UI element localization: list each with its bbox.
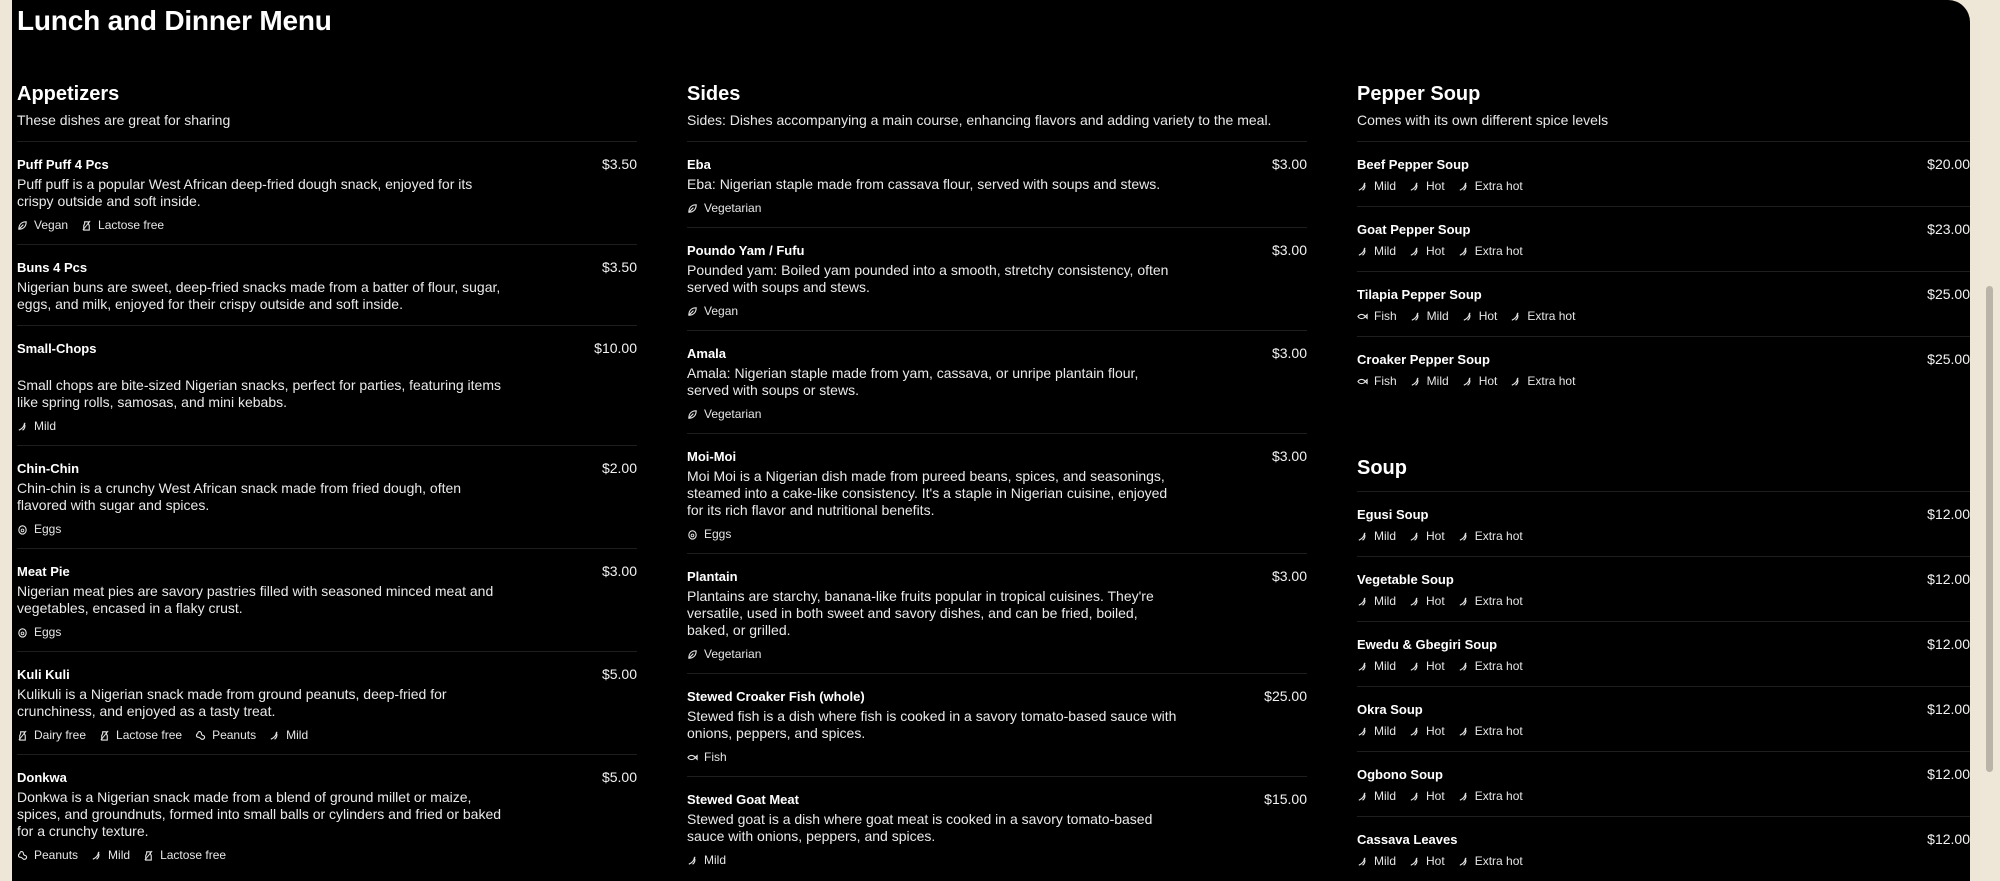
item-name: Stewed Goat Meat xyxy=(687,792,799,807)
pepper-icon xyxy=(1510,376,1521,387)
item-description: Donkwa is a Nigerian snack made from a blend of ground millet or maize, spices, and groundnuts, formed into small balls or cylinders and fried or baked for a crunchy texture. xyxy=(17,789,502,839)
item-description: Plantains are starchy, banana-like fruits popular in tropical cuisines. They're versatile, used in both sweet and savory dishes, and can be fried, boiled, baked, or grilled. xyxy=(687,588,1154,638)
milk-free-icon xyxy=(143,850,154,861)
milk-free-icon xyxy=(99,730,110,741)
tag-label: Extra hot xyxy=(1527,374,1576,388)
item-description: Pounded yam: Boiled yam pounded into a smooth, stretchy consistency, often served with soups and stews. xyxy=(687,262,1169,295)
item-price: $3.00 xyxy=(1271,345,1307,361)
section-pepper-soup xyxy=(1357,82,1970,129)
dietary-tag xyxy=(1458,854,1523,868)
dietary-tag xyxy=(1510,374,1575,388)
item-name: Eba xyxy=(687,157,711,172)
pepper-icon xyxy=(17,421,28,432)
item-name: Vegetable Soup xyxy=(1357,572,1454,587)
tag-label: Extra hot xyxy=(1474,594,1523,608)
tag-label: Hot xyxy=(1426,724,1445,738)
tag-label: Mild xyxy=(1374,244,1397,258)
item-price: $3.00 xyxy=(1271,242,1307,258)
dietary-tag xyxy=(1357,854,1396,868)
tag-label: Vegan xyxy=(704,304,739,318)
item-tags xyxy=(1357,309,1588,323)
menu-panel xyxy=(12,0,1970,881)
item-price: $25.00 xyxy=(1927,286,1970,302)
section-title: Soup xyxy=(1357,457,1407,479)
item-name: Ogbono Soup xyxy=(1357,767,1443,782)
pepper-icon xyxy=(1357,531,1368,542)
tag-label: Extra hot xyxy=(1474,724,1523,738)
tag-label: Mild xyxy=(1374,179,1397,193)
dietary-tag xyxy=(1458,179,1523,193)
menu-item[interactable] xyxy=(1357,336,1970,402)
item-tags xyxy=(1357,724,1536,738)
tag-label: Vegetarian xyxy=(704,407,762,421)
tag-label: Mild xyxy=(1374,789,1397,803)
tag-label: Hot xyxy=(1426,854,1445,868)
tag-label: Peanuts xyxy=(212,728,257,742)
dietary-tag xyxy=(1357,244,1396,258)
pepper-icon xyxy=(1458,856,1469,867)
pepper-icon xyxy=(1462,376,1473,387)
dietary-tag xyxy=(17,625,61,639)
dietary-tag xyxy=(687,527,731,541)
peanut-icon xyxy=(17,850,28,861)
item-name: Buns 4 Pcs xyxy=(17,260,88,275)
pepper-icon xyxy=(1458,596,1469,607)
dietary-tag xyxy=(1462,374,1498,388)
tag-label: Mild xyxy=(286,728,309,742)
dietary-tag xyxy=(1410,374,1449,388)
item-name: Egusi Soup xyxy=(1357,507,1429,522)
item-price: $5.00 xyxy=(601,769,637,785)
menu-item[interactable] xyxy=(17,141,637,245)
section-title: Sides xyxy=(687,83,741,105)
leaf-icon xyxy=(687,649,698,660)
item-name: Cassava Leaves xyxy=(1357,832,1458,847)
tag-label: Mild xyxy=(34,419,57,433)
pepper-icon xyxy=(1409,856,1420,867)
item-name: Tilapia Pepper Soup xyxy=(1357,287,1482,302)
item-name: Goat Pepper Soup xyxy=(1357,222,1471,237)
pepper-icon xyxy=(1409,596,1420,607)
dietary-tag xyxy=(1409,854,1445,868)
menu-item[interactable] xyxy=(1357,141,1970,207)
pepper-icon xyxy=(1409,726,1420,737)
pepper-icon xyxy=(1357,661,1368,672)
section-subtitle: These dishes are great for sharing xyxy=(17,112,231,128)
section-title: Appetizers xyxy=(17,83,120,105)
tag-label: Peanuts xyxy=(34,848,79,862)
item-price: $12.00 xyxy=(1927,766,1970,782)
item-description: Amala: Nigerian staple made from yam, cassava, or unripe plantain flour, served with soups or stews. xyxy=(687,365,1139,398)
dietary-tag xyxy=(687,750,727,764)
tag-label: Mild xyxy=(1426,374,1449,388)
tag-label: Hot xyxy=(1426,179,1445,193)
tag-label: Hot xyxy=(1426,659,1445,673)
tag-label: Hot xyxy=(1426,594,1445,608)
pepper-icon xyxy=(1357,791,1368,802)
tag-label: Extra hot xyxy=(1474,529,1523,543)
item-tags xyxy=(17,625,74,639)
dietary-tag xyxy=(1357,374,1397,388)
item-tags xyxy=(17,522,74,536)
menu-item[interactable] xyxy=(17,651,637,755)
pepper-icon xyxy=(1410,311,1421,322)
dietary-tag xyxy=(1462,309,1498,323)
item-description: Eba: Nigerian staple made from cassava flour, served with soups and stews. xyxy=(687,176,1161,192)
dietary-tag xyxy=(17,419,56,433)
tag-label: Extra hot xyxy=(1474,244,1523,258)
tag-label: Hot xyxy=(1426,529,1445,543)
pepper-icon xyxy=(1458,791,1469,802)
item-name: Stewed Croaker Fish (whole) xyxy=(687,689,865,704)
dietary-tag xyxy=(1409,659,1445,673)
pepper-icon xyxy=(1357,596,1368,607)
pepper-icon xyxy=(1409,531,1420,542)
pepper-icon xyxy=(1357,726,1368,737)
menu-item[interactable] xyxy=(1357,686,1970,752)
pepper-icon xyxy=(1458,181,1469,192)
item-name: Donkwa xyxy=(17,770,67,785)
item-name: Croaker Pepper Soup xyxy=(1357,352,1490,367)
pepper-icon xyxy=(1409,661,1420,672)
dietary-tag xyxy=(1458,594,1523,608)
item-price: $20.00 xyxy=(1927,156,1970,172)
item-tags xyxy=(687,750,740,764)
pepper-icon xyxy=(1462,311,1473,322)
item-description: Puff puff is a popular West African deep-fried dough snack, enjoyed for its crispy outside and soft inside. xyxy=(17,176,473,209)
dietary-tag xyxy=(1409,594,1445,608)
tag-label: Vegetarian xyxy=(704,647,762,661)
dietary-tag xyxy=(1458,724,1523,738)
dietary-tag xyxy=(81,218,164,232)
item-description: Chin-chin is a crunchy West African snack made from fried dough, often flavored with sugar and spices. xyxy=(17,480,462,513)
egg-icon xyxy=(17,627,28,638)
fish-icon xyxy=(1357,376,1368,387)
menu-item[interactable] xyxy=(687,330,1307,434)
item-tags xyxy=(17,218,177,232)
item-price: $25.00 xyxy=(1927,351,1970,367)
item-name: Amala xyxy=(687,346,727,361)
pepper-icon xyxy=(1510,311,1521,322)
menu-item[interactable] xyxy=(687,141,1307,228)
dietary-tag xyxy=(99,728,182,742)
item-name: Poundo Yam / Fufu xyxy=(687,243,805,258)
dietary-tag xyxy=(1357,789,1396,803)
menu-item[interactable] xyxy=(17,244,637,326)
item-price: $12.00 xyxy=(1927,636,1970,652)
menu-item[interactable] xyxy=(1357,271,1970,337)
item-name: Beef Pepper Soup xyxy=(1357,157,1469,172)
page-title: Lunch and Dinner Menu xyxy=(17,5,332,36)
dietary-tag xyxy=(1458,529,1523,543)
item-name: Moi-Moi xyxy=(687,449,737,464)
item-name: Kuli Kuli xyxy=(17,667,70,682)
section-title: Pepper Soup xyxy=(1357,83,1481,105)
item-tags xyxy=(687,407,774,421)
tag-label: Lactose free xyxy=(116,728,183,742)
menu-item[interactable] xyxy=(687,673,1307,777)
item-price: $12.00 xyxy=(1927,506,1970,522)
item-tags xyxy=(1357,529,1536,543)
dietary-tag xyxy=(1409,179,1445,193)
section-soup xyxy=(1357,456,1970,480)
dietary-tag xyxy=(1458,659,1523,673)
dietary-tag xyxy=(687,853,726,867)
tag-label: Fish xyxy=(704,750,727,764)
item-tags xyxy=(687,853,739,867)
item-name: Meat Pie xyxy=(17,564,70,579)
item-price: $3.00 xyxy=(1271,568,1307,584)
item-name: Small-Chops xyxy=(17,341,97,356)
menu-item[interactable] xyxy=(1357,816,1970,881)
tag-label: Lactose free xyxy=(160,848,227,862)
item-price: $25.00 xyxy=(1264,688,1307,704)
menu-item[interactable] xyxy=(1357,556,1970,622)
pepper-icon xyxy=(1458,531,1469,542)
item-name: Plantain xyxy=(687,569,738,584)
dietary-tag xyxy=(1357,529,1396,543)
milk-free-icon xyxy=(17,730,28,741)
pepper-icon xyxy=(687,855,698,866)
item-price: $2.00 xyxy=(601,460,637,476)
item-name: Puff Puff 4 Pcs xyxy=(17,157,109,172)
tag-label: Hot xyxy=(1426,244,1445,258)
tag-label: Extra hot xyxy=(1474,789,1523,803)
pepper-icon xyxy=(1357,856,1368,867)
item-price: $3.00 xyxy=(601,563,637,579)
egg-icon xyxy=(17,524,28,535)
pepper-icon xyxy=(91,850,102,861)
dietary-tag xyxy=(17,522,61,536)
tag-label: Lactose free xyxy=(98,218,165,232)
item-description: Stewed fish is a dish where fish is cooked in a savory tomato-based sauce with onions, peppers, and spices. xyxy=(687,708,1177,741)
dietary-tag xyxy=(687,647,761,661)
menu-item[interactable] xyxy=(687,433,1307,554)
tag-label: Eggs xyxy=(34,625,62,639)
tag-label: Hot xyxy=(1478,374,1498,388)
tag-label: Mild xyxy=(108,848,131,862)
pepper-icon xyxy=(1458,726,1469,737)
milk-free-icon xyxy=(81,220,92,231)
leaf-icon xyxy=(17,220,28,231)
section-subtitle: Sides: Dishes accompanying a main course, enhancing flavors and adding variety to the meal. xyxy=(687,112,1272,128)
fish-icon xyxy=(687,752,698,763)
dietary-tag xyxy=(1510,309,1575,323)
pepper-icon xyxy=(1409,181,1420,192)
tag-label: Fish xyxy=(1374,374,1397,388)
pepper-icon xyxy=(1409,791,1420,802)
tag-label: Extra hot xyxy=(1527,309,1576,323)
section-appetizers xyxy=(17,82,637,129)
dietary-tag xyxy=(1357,309,1397,323)
dietary-tag xyxy=(17,848,78,862)
item-price: $3.50 xyxy=(601,259,637,275)
item-name: Okra Soup xyxy=(1357,702,1423,717)
menu-item[interactable] xyxy=(17,754,637,875)
pepper-icon xyxy=(1458,246,1469,257)
dietary-tag xyxy=(143,848,226,862)
dietary-tag xyxy=(1458,244,1523,258)
dietary-tag xyxy=(195,728,256,742)
item-tags xyxy=(687,304,751,318)
tag-label: Vegetarian xyxy=(704,201,762,215)
item-tags xyxy=(687,527,744,541)
section-sides xyxy=(687,82,1307,129)
item-tags xyxy=(1357,374,1588,388)
pepper-icon xyxy=(269,730,280,741)
menu-item[interactable] xyxy=(17,548,637,652)
dietary-tag xyxy=(1357,594,1396,608)
item-description: Nigerian meat pies are savory pastries filled with seasoned minced meat and vegetables, encased in a flaky crust. xyxy=(17,583,494,616)
tag-label: Mild xyxy=(1374,854,1397,868)
item-tags xyxy=(17,848,239,862)
leaf-icon xyxy=(687,409,698,420)
menu-item[interactable] xyxy=(1357,491,1970,557)
tag-label: Extra hot xyxy=(1474,854,1523,868)
tag-label: Extra hot xyxy=(1474,179,1523,193)
item-tags xyxy=(1357,659,1536,673)
tag-label: Hot xyxy=(1426,789,1445,803)
item-price: $23.00 xyxy=(1927,221,1970,237)
tag-label: Eggs xyxy=(704,527,732,541)
item-description: Small chops are bite-sized Nigerian snacks, perfect for parties, featuring items like spring rolls, samosas, and mini kebabs. xyxy=(17,377,501,410)
scrollbar-thumb[interactable] xyxy=(1986,286,1993,772)
menu-item[interactable] xyxy=(1357,751,1970,817)
item-tags xyxy=(17,728,321,742)
tag-label: Mild xyxy=(1426,309,1449,323)
pepper-icon xyxy=(1409,246,1420,257)
item-description: Stewed goat is a dish where goat meat is cooked in a savory tomato-based sauce with onions, peppers, and spices. xyxy=(687,811,1153,844)
tag-label: Mild xyxy=(1374,594,1397,608)
dietary-tag xyxy=(1458,789,1523,803)
pepper-icon xyxy=(1458,661,1469,672)
dietary-tag xyxy=(687,304,738,318)
tag-label: Mild xyxy=(1374,529,1397,543)
tag-label: Dairy free xyxy=(34,728,87,742)
item-price: $15.00 xyxy=(1264,791,1307,807)
item-name: Chin-Chin xyxy=(17,461,80,476)
item-tags xyxy=(1357,179,1536,193)
tag-label: Extra hot xyxy=(1474,659,1523,673)
dietary-tag xyxy=(1409,789,1445,803)
tag-label: Mild xyxy=(1374,659,1397,673)
item-tags xyxy=(17,419,69,433)
menu-item[interactable] xyxy=(687,227,1307,331)
item-price: $12.00 xyxy=(1927,571,1970,587)
dietary-tag xyxy=(1409,244,1445,258)
item-tags xyxy=(1357,854,1536,868)
dietary-tag xyxy=(1410,309,1449,323)
menu-item[interactable] xyxy=(1357,206,1970,272)
dietary-tag xyxy=(1357,724,1396,738)
leaf-icon xyxy=(687,203,698,214)
item-tags xyxy=(1357,789,1536,803)
dietary-tag xyxy=(17,218,68,232)
item-description: Moi Moi is a Nigerian dish made from pureed beans, spices, and seasonings, steamed into a cake-like consistency. It's a staple in Nigerian cuisine, enjoyed for its rich flavor and nutritional benefits. xyxy=(687,468,1168,518)
item-price: $5.00 xyxy=(601,666,637,682)
item-price: $12.00 xyxy=(1927,831,1970,847)
tag-label: Fish xyxy=(1374,309,1397,323)
pepper-icon xyxy=(1357,181,1368,192)
item-price: $3.00 xyxy=(1271,156,1307,172)
dietary-tag xyxy=(687,407,761,421)
dietary-tag xyxy=(1409,529,1445,543)
menu-item[interactable] xyxy=(687,776,1307,880)
item-price: $10.00 xyxy=(594,340,637,356)
pepper-icon xyxy=(1410,376,1421,387)
item-tags xyxy=(1357,244,1536,258)
item-tags xyxy=(1357,594,1536,608)
item-tags xyxy=(687,201,774,215)
dietary-tag xyxy=(269,728,308,742)
item-tags xyxy=(687,647,774,661)
menu-item[interactable] xyxy=(17,325,637,446)
tag-label: Vegan xyxy=(34,218,69,232)
dietary-tag xyxy=(1357,179,1396,193)
tag-label: Mild xyxy=(704,853,727,867)
dietary-tag xyxy=(687,201,761,215)
tag-label: Mild xyxy=(1374,724,1397,738)
dietary-tag xyxy=(1357,659,1396,673)
item-price: $3.00 xyxy=(1271,448,1307,464)
dietary-tag xyxy=(91,848,130,862)
pepper-icon xyxy=(1357,246,1368,257)
item-price: $12.00 xyxy=(1927,701,1970,717)
egg-icon xyxy=(687,529,698,540)
tag-label: Eggs xyxy=(34,522,62,536)
menu-item[interactable] xyxy=(1357,621,1970,687)
section-subtitle: Comes with its own different spice levels xyxy=(1357,112,1609,128)
item-description: Nigerian buns are sweet, deep-fried snacks made from a batter of flour, sugar, eggs, and milk, enjoyed for their crispy outside and soft inside. xyxy=(17,279,501,312)
item-name: Ewedu & Gbegiri Soup xyxy=(1357,637,1498,652)
dietary-tag xyxy=(17,728,86,742)
item-price: $3.50 xyxy=(601,156,637,172)
leaf-icon xyxy=(687,306,698,317)
peanut-icon xyxy=(195,730,206,741)
dietary-tag xyxy=(1409,724,1445,738)
fish-icon xyxy=(1357,311,1368,322)
menu-item[interactable] xyxy=(687,553,1307,674)
item-description: Kulikuli is a Nigerian snack made from ground peanuts, deep-fried for crunchiness, and enjoyed as a tasty treat. xyxy=(17,686,447,719)
tag-label: Hot xyxy=(1478,309,1498,323)
menu-item[interactable] xyxy=(17,445,637,549)
